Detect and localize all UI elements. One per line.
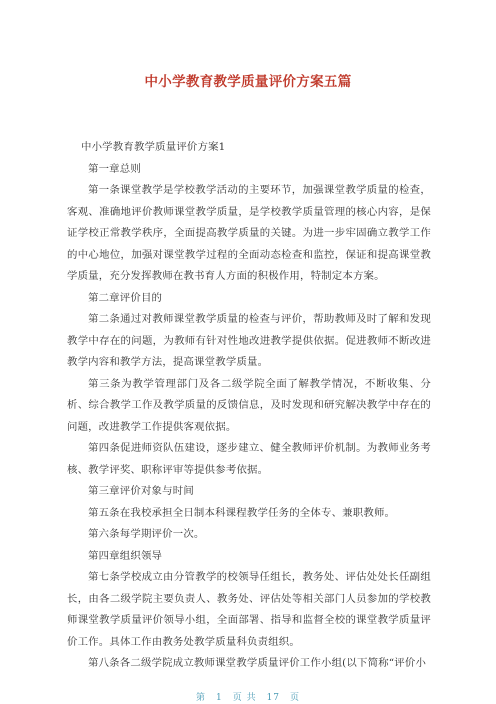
- chapter-heading: 第二章评价目的: [88, 291, 163, 304]
- body-paragraph: 第四条促进师资队伍建设，逐步建立、健全教师评价机制。为教师业务考核、教学评奖、职称评审等提供参考依据。: [67, 442, 431, 476]
- body-paragraph: 第二条通过对教师课堂教学质量的检查与评价，帮助教师及时了解和发现教学中存在的问题，为教师有针对性地改进教学提供依据。促进教师不断改进教学内容和教学方法，提高课堂教学质量。: [67, 313, 431, 368]
- body-paragraph: 第一条课堂教学是学校教学活动的主要环节，加强课堂教学质量的检查，客观、准确地评价教师课堂教学质量，是学校教学质量管理的核心内容，是保证学校正常教学秩序，全面提高教学质量的关键。为进一步牢固确立教学工作的中心地位，加强对课堂教学过程的全面动态检查和监控，保证和提高课堂教学质量，充分发挥教师在教书育人方面的积极作用，特制定本方案。: [67, 184, 431, 282]
- page-suffix: 页: [290, 693, 301, 703]
- body-paragraph: 第八条各二级学院成立教师课堂教学质量评价工作小组(以下简称“评价小: [88, 657, 427, 669]
- page-current: 1: [215, 693, 223, 703]
- page-total: 17: [266, 693, 281, 703]
- page-prefix: 第: [195, 693, 206, 703]
- page-footer: [0, 692, 496, 704]
- document-subtitle: 中小学教育教学质量评价方案1: [81, 141, 226, 153]
- chapter-heading: 第四章组织领导: [88, 549, 163, 562]
- page-middle: 页 共: [232, 693, 257, 703]
- chapter-heading: 第三章评价对象与时间: [88, 485, 194, 497]
- document-title: 中小学教育教学质量评价方案五篇: [144, 74, 352, 90]
- body-paragraph: 第六条每学期评价一次。: [88, 528, 205, 540]
- body-paragraph: 第五条在我校承担全日制本科课程教学任务的全体专、兼职教师。: [88, 506, 396, 519]
- body-paragraph: 第七条学校成立由分管教学的校领导任组长，教务处、评估处处长任副组长，由各二级学院主要负责人、教务处、评估处等相关部门人员参加的学校教师课堂教学质量评价领导小组，全面部署、指导和监督全校的课堂教学质量评价工作。具体工作由教务处教学质量科负责组织。: [67, 571, 431, 648]
- chapter-heading: 第一章总则: [88, 162, 141, 175]
- document-body: [67, 137, 431, 675]
- body-paragraph: 第三条为教学管理部门及各二级学院全面了解教学情况，不断收集、分析、综合教学工作及教学质量的反馈信息，及时发现和研究解决教学中存在的问题，改进教学工作提供客观依据。: [67, 377, 431, 433]
